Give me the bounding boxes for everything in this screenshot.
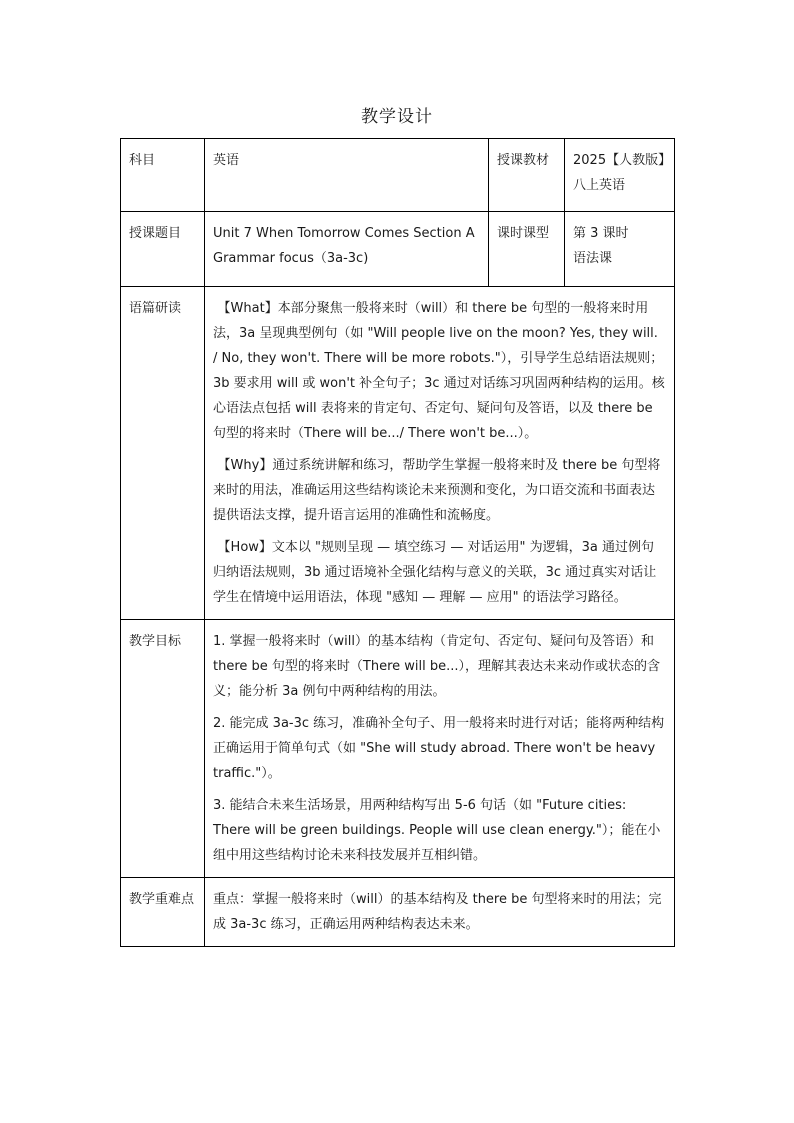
textbook-label: 授课教材 [489, 139, 565, 212]
period-label: 课时课型 [489, 212, 565, 287]
period-value [565, 212, 675, 287]
topic-label: 授课题目 [121, 212, 205, 287]
key-points-content [205, 878, 675, 947]
key-point-item: 重点：掌握一般将来时（will）的基本结构及 there be 句型将来时的用法；完成 3a-3c 练习，正确运用两种结构表达未来。 [213, 892, 662, 932]
objective-item-2: 2. 能完成 3a-3c 练习，准确补全句子、用一般将来时进行对话；能将两种结构正确运用于简单句式（如 "She will study abroad. There won't be heavy traffic."）。 [213, 716, 665, 781]
analysis-what: 【What】本部分聚焦一般将来时（will）和 there be 句型的一般将来时用法，3a 呈现典型例句（如 "Will people live on the moon? Yes, they will. / No, they won't. There will be more robots."），引导学生总结语法规则；3b 要求用 will 或 won't 补全句子；3c 通过对话练习巩固两种结构的运用。核心语法点包括 will 表将来的肯定句、否定句、疑问句及答语，以及 there be 句型的将来时（There will be.../ There won't be...）。 [213, 301, 665, 441]
analysis-row [121, 287, 675, 620]
key-points-label: 教学重难点 [121, 878, 205, 947]
analysis-why: 【Why】通过系统讲解和练习，帮助学生掌握一般将来时及 there be 句型将来时的用法，准确运用这些结构谈论未来预测和变化，为口语交流和书面表达提供语法支撑，提升语言运用的准确性和流畅度。 [213, 458, 661, 523]
header-row [121, 139, 675, 212]
subject-label: 科目 [121, 139, 205, 212]
topic-row [121, 212, 675, 287]
analysis-content [205, 287, 675, 620]
topic-value: Unit 7 When Tomorrow Comes Section A Grammar focus（3a-3c) [205, 212, 489, 287]
lesson-type: 语法课 [573, 251, 613, 266]
objectives-content [205, 620, 675, 878]
key-points-row [121, 878, 675, 947]
period-number: 第 3 课时 [573, 226, 629, 241]
objective-item-1: 1. 掌握一般将来时（will）的基本结构（肯定句、否定句、疑问句及答语）和 there be 句型的将来时（There will be...），理解其表达未来动作或状态的含义；能分析 3a 例句中两种结构的用法。 [213, 634, 661, 699]
objectives-row [121, 620, 675, 878]
lesson-plan-table [120, 138, 675, 947]
subject-value: 英语 [205, 139, 489, 212]
objective-item-3: 3. 能结合未来生活场景，用两种结构写出 5-6 句话（如 "Future cities: There will be green buildings. People will use clean energy."）；能在小组中用这些结构讨论未来科技发展并互相纠错。 [213, 798, 661, 863]
analysis-label: 语篇研读 [121, 287, 205, 620]
analysis-how: 【How】文本以 "规则呈现 — 填空练习 — 对话运用" 为逻辑，3a 通过例句归纳语法规则，3b 通过语境补全强化结构与意义的关联，3c 通过真实对话让学生在情境中运用语法，体现 "感知 — 理解 — 应用" 的语法学习路径。 [213, 540, 657, 605]
document-title: 教学设计 [361, 107, 433, 127]
textbook-value: 2025【人教版】八上英语 [565, 139, 675, 212]
objectives-label: 教学目标 [121, 620, 205, 878]
